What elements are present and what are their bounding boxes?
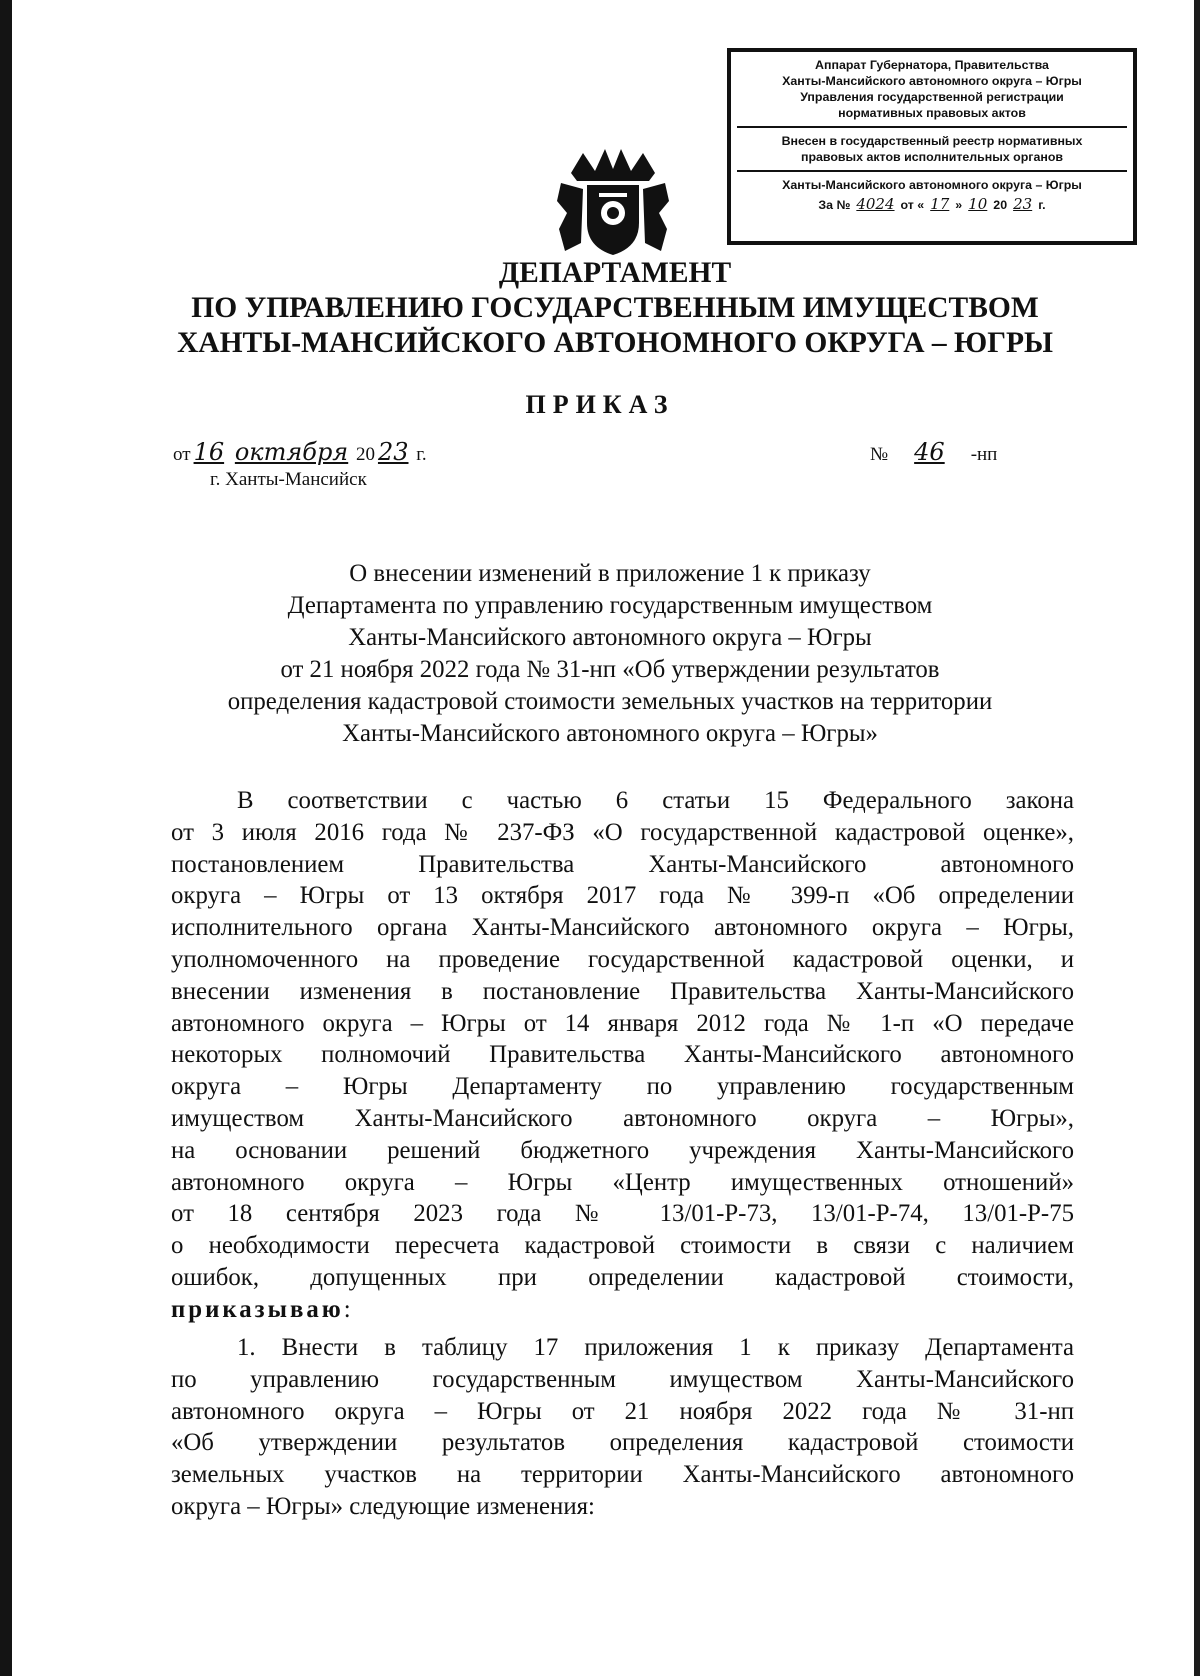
date-day: 16 bbox=[193, 438, 225, 466]
preamble-line: уполномоченного на проведение государственной кадастровой оценки, и bbox=[171, 945, 1074, 973]
stamp-reg-month: 10 bbox=[968, 195, 988, 213]
preamble-line: округа – Югры Департаменту по управлению государственным bbox=[171, 1073, 1074, 1101]
item-1-line: 1. Внести в таблицу 17 приложения 1 к приказу Департамента bbox=[237, 1334, 1074, 1361]
stamp-line: Ханты-Мансийского автономного округа – Югры bbox=[782, 74, 1082, 88]
document-type: ПРИКАЗ bbox=[525, 390, 675, 419]
stamp-line: нормативных правовых актов bbox=[838, 106, 1026, 120]
stamp-reg-prefix: За № bbox=[818, 198, 851, 212]
subject-line: от 21 ноября 2022 года № 31-нп «Об утверждении результатов bbox=[280, 656, 940, 683]
item-1-line: по управлению государственным имуществом Ханты-Мансийского bbox=[171, 1365, 1074, 1393]
preamble-line: имуществом Ханты-Мансийского автономного округа – Югры», bbox=[171, 1104, 1074, 1132]
subject-line: определения кадастровой стоимости земельных участков на территории bbox=[227, 688, 993, 715]
coat-of-arms-icon bbox=[553, 143, 673, 258]
stamp-registration-line bbox=[735, 196, 1129, 213]
department-title-line: ХАНТЫ-МАНСИЙСКОГО АВТОНОМНОГО ОКРУГА – ЮГРЫ bbox=[177, 327, 1053, 359]
department-title bbox=[90, 256, 1140, 361]
preamble-order-line bbox=[171, 1294, 1074, 1326]
scan-edge-left bbox=[0, 0, 12, 1676]
preamble-line: автономного округа – Югры «Центр имущественных отношений» bbox=[171, 1168, 1074, 1196]
stamp-line: правовых актов исполнительных органов bbox=[800, 150, 1064, 164]
subject-line: Департамента по управлению государственным имуществом bbox=[287, 592, 933, 619]
date-prefix: от bbox=[173, 444, 191, 465]
stamp-line: Внесен в государственный реестр нормативных bbox=[781, 134, 1083, 148]
preamble-paragraph bbox=[171, 785, 1074, 1326]
preamble-line: от 18 сентября 2023 года № 13/01-Р-73, 13/01-Р-74, 13/01-Р-75 bbox=[171, 1200, 1074, 1228]
stamp-reg-year-prefix: 20 bbox=[993, 198, 1008, 212]
department-title-line: ПО УПРАВЛЕНИЮ ГОСУДАРСТВЕННЫМ ИМУЩЕСТВОМ bbox=[191, 292, 1039, 324]
item-1-line: автономного округа – Югры от 21 ноября 2022 года № 31-нп bbox=[171, 1397, 1074, 1425]
preamble-line: постановлением Правительства Ханты-Мансийского автономного bbox=[171, 850, 1074, 878]
scan-edge-right bbox=[1194, 0, 1200, 1676]
item-1-line: земельных участков на территории Ханты-Мансийского автономного bbox=[171, 1461, 1074, 1489]
item-1-paragraph bbox=[171, 1332, 1074, 1523]
stamp-reg-from: от « bbox=[900, 198, 925, 212]
order-word-colon: : bbox=[343, 1295, 351, 1323]
date-year: 23 bbox=[377, 438, 409, 466]
stamp-reg-year: 23 bbox=[1013, 195, 1033, 213]
subject-line: Ханты-Мансийского автономного округа – Югры» bbox=[342, 720, 878, 747]
item-1-line: «Об утверждении результатов определения кадастровой стоимости bbox=[171, 1429, 1074, 1457]
date-year-prefix: 20 bbox=[355, 444, 375, 465]
stamp-reg-number: 4024 bbox=[856, 195, 895, 213]
order-word: приказываю bbox=[171, 1295, 344, 1323]
stamp-divider bbox=[737, 170, 1127, 172]
num-value: 46 bbox=[914, 438, 945, 466]
preamble-line: внесении изменения в постановление Правительства Ханты-Мансийского bbox=[171, 977, 1074, 1005]
preamble-line: В соответствии с частью 6 статьи 15 Федерального закона bbox=[237, 787, 1074, 814]
preamble-line: автономного округа – Югры от 14 января 2012 года № 1-п «О передаче bbox=[171, 1009, 1074, 1037]
preamble-line: исполнительного органа Ханты-Мансийского автономного округа – Югры, bbox=[171, 914, 1074, 942]
order-number bbox=[870, 438, 997, 466]
date-suffix: г. bbox=[416, 444, 427, 465]
order-date bbox=[173, 438, 427, 466]
preamble-line: о необходимости пересчета кадастровой стоимости в связи с наличием bbox=[171, 1232, 1074, 1260]
stamp-line: Аппарат Губернатора, Правительства bbox=[815, 58, 1049, 72]
stamp-reg-day: 17 bbox=[930, 195, 950, 213]
date-month: октября bbox=[234, 438, 349, 466]
stamp-reg-suffix: г. bbox=[1038, 198, 1046, 212]
stamp-reg-mid: » bbox=[955, 198, 963, 212]
subject-line: О внесении изменений в приложение 1 к приказу bbox=[349, 560, 871, 587]
stamp-divider bbox=[737, 126, 1127, 128]
num-suffix: -нп bbox=[970, 444, 998, 465]
num-prefix: № bbox=[870, 444, 889, 465]
item-1-line: округа – Югры» следующие изменения: bbox=[171, 1492, 595, 1520]
preamble-line: некоторых полномочий Правительства Ханты-Мансийского автономного bbox=[171, 1041, 1074, 1069]
registration-stamp bbox=[727, 48, 1137, 245]
preamble-line: округа – Югры от 13 октября 2017 года № 399-п «Об определении bbox=[171, 882, 1074, 910]
subject-line: Ханты-Мансийского автономного округа – Югры bbox=[348, 624, 872, 651]
stamp-line: Ханты-Мансийского автономного округа – Югры bbox=[782, 178, 1082, 192]
preamble-line: ошибок, допущенных при определении кадастровой стоимости, bbox=[171, 1263, 1074, 1291]
preamble-line: на основании решений бюджетного учреждения Ханты-Мансийского bbox=[171, 1136, 1074, 1164]
order-city: г. Ханты-Мансийск bbox=[210, 469, 367, 490]
department-title-line: ДЕПАРТАМЕНТ bbox=[498, 257, 732, 289]
order-subject bbox=[150, 558, 1070, 750]
stamp-line: Управления государственной регистрации bbox=[800, 90, 1064, 104]
preamble-line: от 3 июля 2016 года № 237-ФЗ «О государственной кадастровой оценке», bbox=[171, 818, 1074, 846]
